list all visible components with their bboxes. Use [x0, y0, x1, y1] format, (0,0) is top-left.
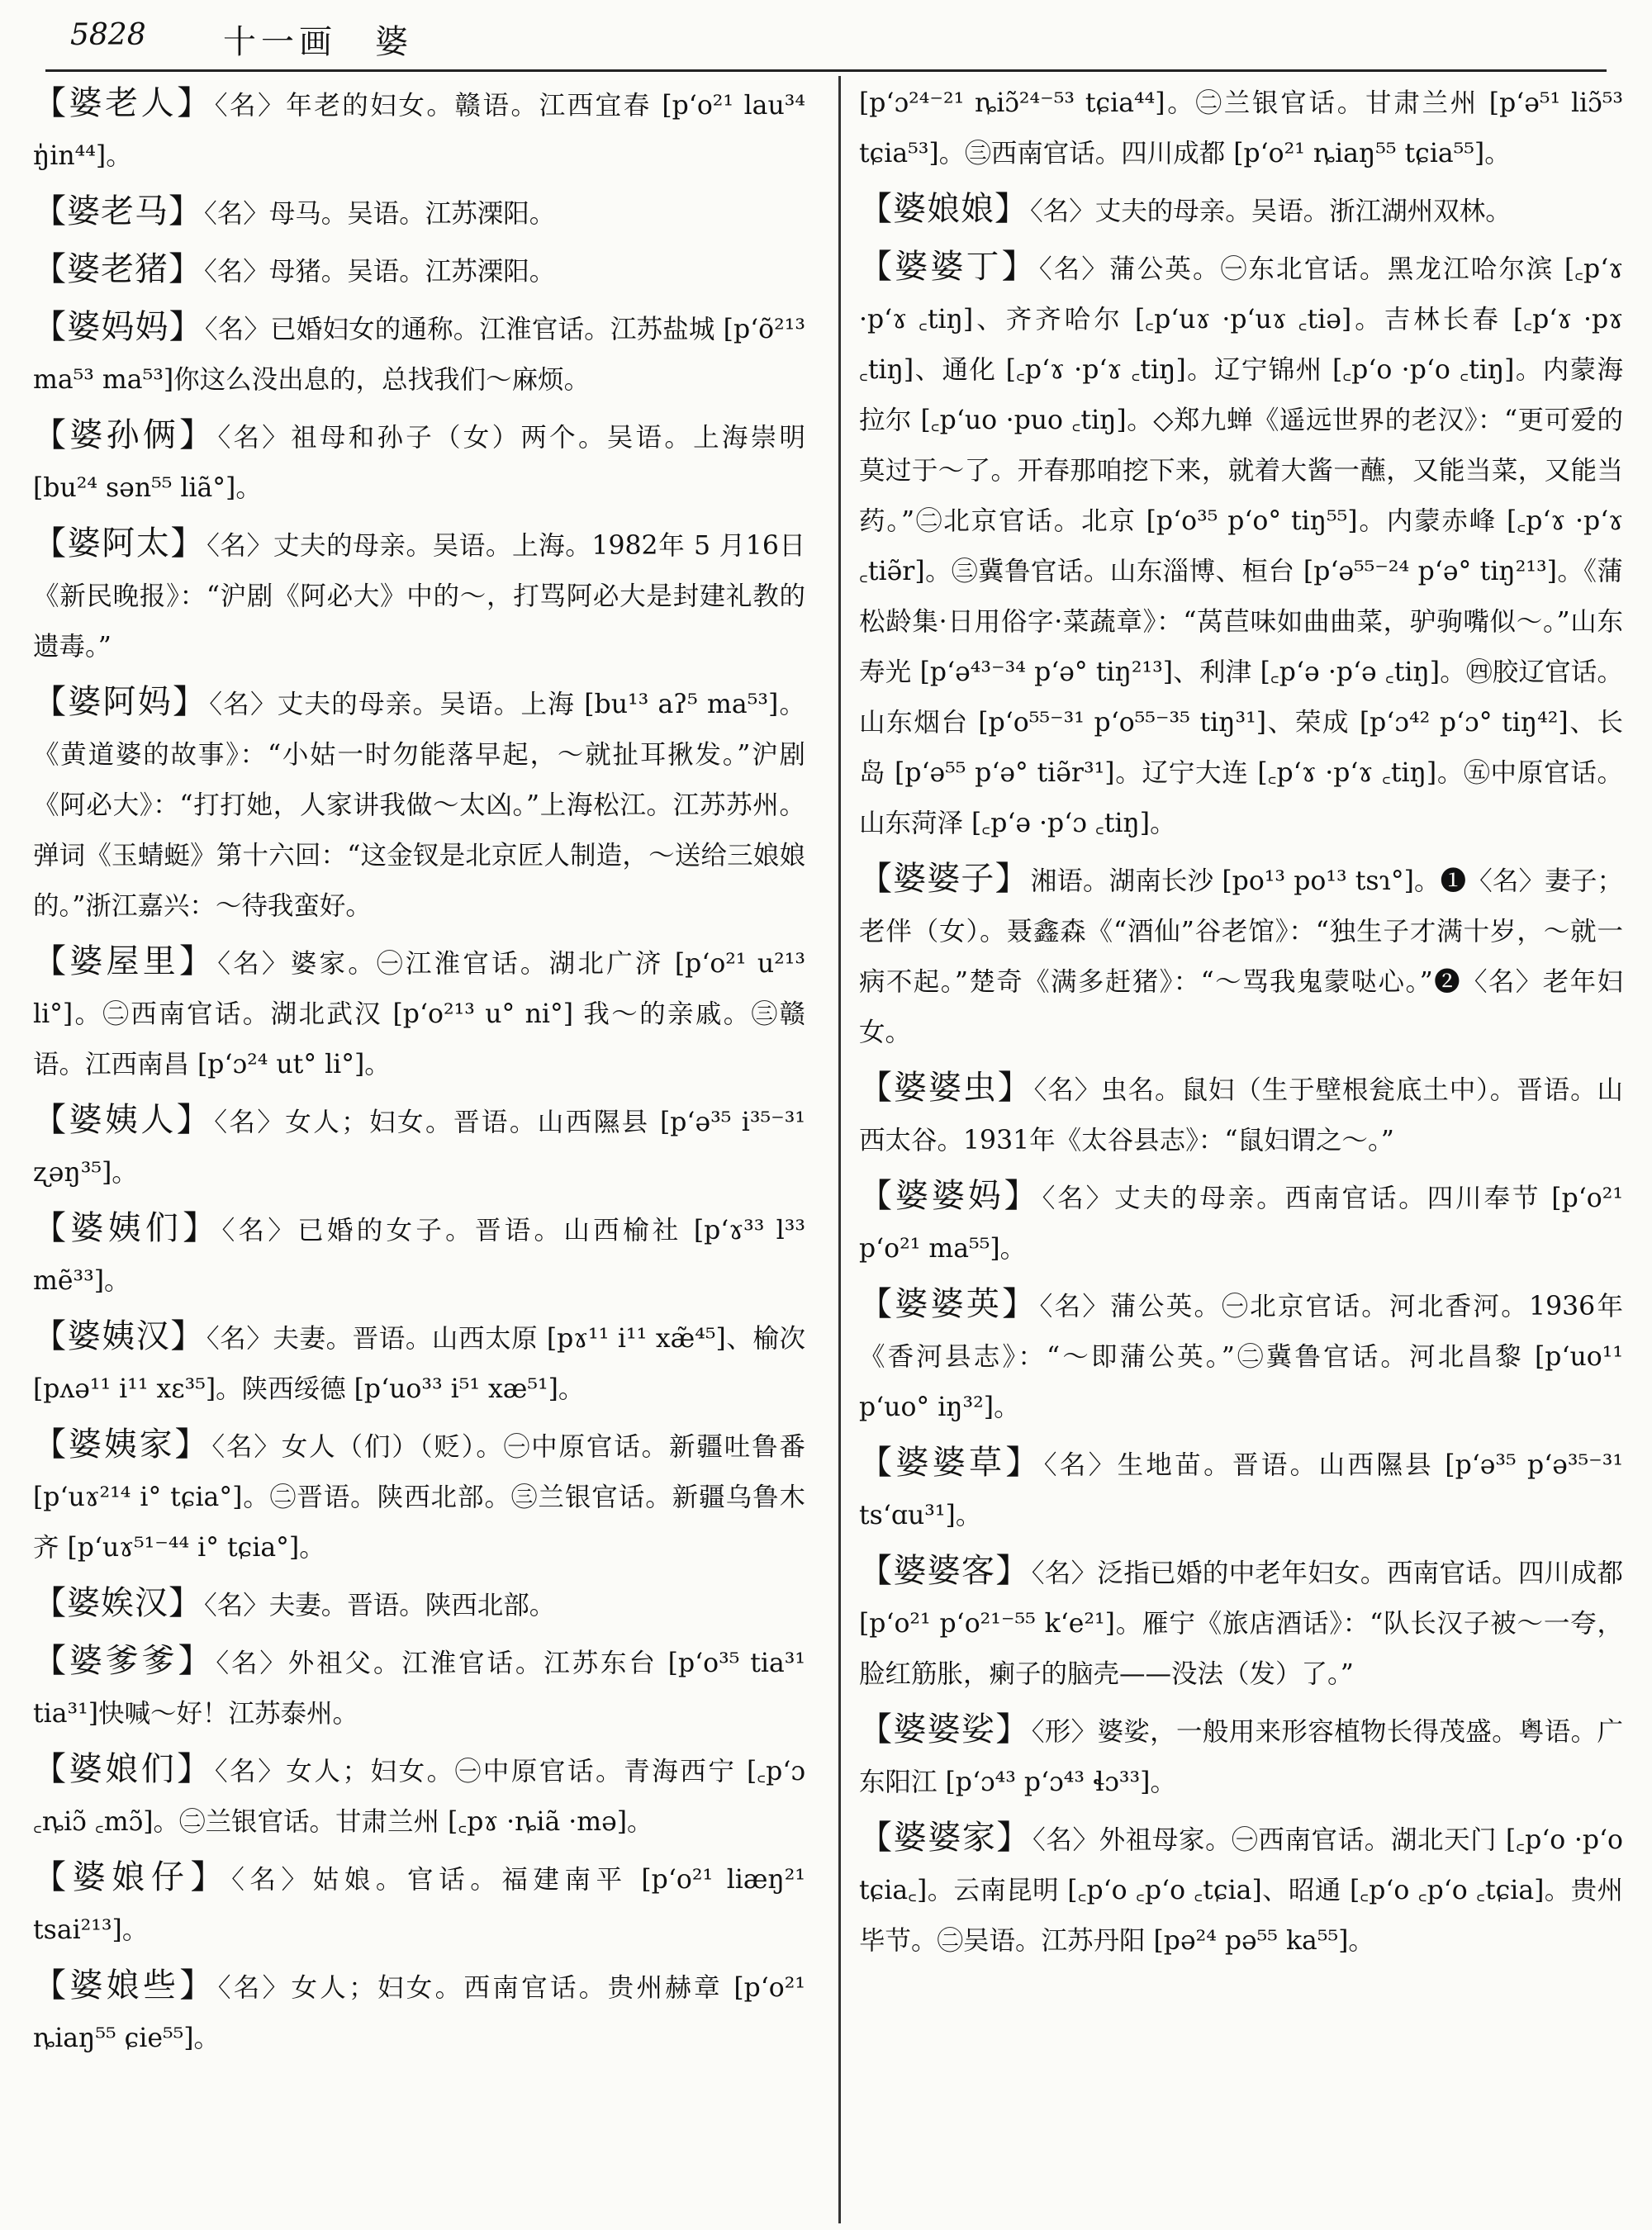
entry-definition: 〈名〉女人（们）（贬）。㊀中原官话。新疆吐鲁番 [p‘uɤ²¹⁴ i° tɕia°]。㊁晋语。陕西北部。㊂兰银官话。新疆乌鲁木齐 [p‘uɤ⁵¹⁻⁴⁴ i° tɕia°]。	[33, 1432, 805, 1563]
entry-headword: 【婆阿妈】	[33, 683, 208, 721]
entry-headword: 【婆娭汉】	[33, 1584, 202, 1622]
entry-definition: 〈名〉蒲公英。㊀北京官话。河北香河。1936年《香河县志》：“～即蒲公英。”㊁冀鲁官话。河北昌黎 [p‘uo¹¹ p‘uo° iŋ³²]。	[859, 1292, 1623, 1422]
entry-headword: 【婆姨家】	[33, 1426, 211, 1464]
entry-headword: 【婆老猪】	[33, 250, 202, 288]
dictionary-entry	[33, 1961, 805, 2064]
page-header	[45, 12, 1631, 61]
entry-definition: 〈名〉已婚的女子。晋语。山西榆社 [p‘ɤ³³ l³³ mẽ³³]。	[33, 1216, 805, 1296]
entry-headword: 【婆娘们】	[33, 1750, 213, 1788]
dictionary-entry	[859, 1171, 1623, 1274]
entry-headword: 【婆老马】	[33, 192, 202, 230]
dictionary-entry	[33, 187, 805, 240]
entry-headword: 【婆姨人】	[33, 1101, 213, 1139]
entry-definition: 〈名〉女人；妇女。晋语。山西隰县 [p‘ə³⁵ i³⁵⁻³¹ ʐəŋ³⁵]。	[33, 1108, 805, 1188]
entry-headword: 【婆婆英】	[859, 1285, 1038, 1323]
dictionary-entry	[859, 242, 1623, 849]
entry-definition: 〈名〉丈夫的母亲。吴语。上海 [bu¹³ aʔ⁵ ma⁵³]。《黄道婆的故事》：“小姑一时勿能落早起，～就扯耳揪发。”沪剧《阿必大》：“打打她，人家讲我做～太凶。”上海松江。江苏苏州。弹词《玉蜻蜓》第十六回：“这金钗是北京匠人制造，～送给三娘娘的。”浙江嘉兴：～待我蛮好。	[33, 690, 805, 921]
column-divider	[838, 76, 841, 2223]
entry-definition: 〈名〉蒲公英。㊀东北官话。黑龙江哈尔滨 [꜀p‘ɤ ·p‘ɤ ꜀tiŋ]、齐齐哈尔 [꜀p‘uɤ ·p‘uɤ ꜀tiə]。吉林长春 [꜀p‘ɤ ·pɤ ꜀tiŋ]、通化 [꜀p‘ɤ ·p‘ɤ ꜀tiŋ]。辽宁锦州 [꜀p‘o ·p‘o ꜀tiŋ]。内蒙海拉尔 [꜀p‘uo ·puo ꜀tiŋ]。◇郑九蝉《遥远世界的老汉》：“更可爱的莫过于～了。开春那咱挖下来，就着大酱一蘸，又能当菜，又能当药。”㊁北京官话。北京 [p‘o³⁵ p‘o° tiŋ⁵⁵]。内蒙赤峰 [꜀p‘ɤ ·p‘ɤ ꜀tiə̃r]。㊂冀鲁官话。山东淄博、桓台 [p‘ə⁵⁵⁻²⁴ p‘ə° tiŋ²¹³]。《蒲松龄集·日用俗字·菜蔬章》：“莴苣味如曲曲菜，驴驹嘴似～。”山东寿光 [p‘ə⁴³⁻³⁴ p‘ə° tiŋ²¹³]、利津 [꜀p‘ə ·p‘ə ꜀tiŋ]。㊃胶辽官话。山东烟台 [p‘o⁵⁵⁻³¹ p‘o⁵⁵⁻³⁵ tiŋ³¹]、荣成 [p‘ɔ⁴² p‘ɔ° tiŋ⁴²]、长岛 [p‘ə⁵⁵ p‘ə° tiə̃r³¹]。辽宁大连 [꜀p‘ɤ ·p‘ɤ ꜀tiŋ]。㊄中原官话。山东菏泽 [꜀p‘ə ·p‘ɔ ꜀tiŋ]。	[859, 254, 1623, 838]
dictionary-entry	[859, 1813, 1623, 1967]
entry-definition: 〈名〉夫妻。晋语。山西太原 [pɤ¹¹ i¹¹ xæ̃⁴⁵]、榆次 [pʌə¹¹ i¹¹ xɛ³⁵]。陕西绥德 [p‘uo³³ i⁵¹ xæ⁵¹]。	[33, 1324, 805, 1404]
entry-headword: 【婆妈妈】	[33, 308, 203, 346]
dictionary-entry	[33, 937, 805, 1090]
entry-headword: 【婆婆虫】	[859, 1069, 1032, 1107]
entry-headword: 【婆屋里】	[33, 942, 216, 980]
entry-definition: 〈名〉丈夫的母亲。吴语。上海。1982年 5 月16日《新民晚报》：“沪剧《阿必大》中的～，打骂阿必大是封建礼教的遗毒。”	[33, 531, 805, 662]
dictionary-entry	[33, 302, 805, 406]
entry-definition: 〈名〉女人；妇女。㊀中原官话。青海西宁 [꜀p‘ɔ ꜀ȵiɔ̃ ꜀mɔ̃]。㊁兰银官话。甘肃兰州 [꜀pɤ ·ȵiã ·mə]。	[33, 1757, 805, 1837]
entry-definition: 〈名〉母马。吴语。江苏溧阳。	[204, 199, 556, 229]
entry-definition: 〈名〉生地苗。晋语。山西隰县 [p‘ə³⁵ p‘ə³⁵⁻³¹ ts‘ɑu³¹]。	[859, 1450, 1623, 1530]
dictionary-entry	[859, 1705, 1623, 1808]
entry-headword: 【婆婆草】	[859, 1444, 1042, 1482]
entry-definition: 〈名〉丈夫的母亲。吴语。浙江湖州双林。	[1030, 197, 1512, 226]
entry-headword: 【婆姨汉】	[33, 1317, 205, 1355]
entry-definition: 〈形〉婆娑，一般用来形容植物长得茂盛。粤语。广东阳江 [p‘ɔ⁴³ p‘ɔ⁴³ ɬɔ³³]。	[859, 1717, 1623, 1797]
dictionary-entry	[33, 1853, 805, 1956]
dictionary-entry	[33, 244, 805, 297]
dictionary-entry	[33, 677, 805, 932]
entry-headword: 【婆婆子】	[859, 860, 1029, 898]
dictionary-entry	[859, 1546, 1623, 1700]
dictionary-entry	[33, 1095, 805, 1198]
entry-definition: 〈名〉夫妻。晋语。陕西北部。	[204, 1591, 556, 1620]
entry-definition: 〈名〉外祖父。江淮官话。江苏东台 [p‘o³⁵ tia³¹ tia³¹]快喊～好！江苏泰州。	[33, 1649, 805, 1729]
entry-headword: 【婆婆客】	[859, 1552, 1030, 1590]
entry-headword: 【婆阿太】	[33, 524, 206, 562]
dictionary-entry	[33, 1420, 805, 1573]
header-rule	[45, 69, 1607, 72]
dictionary-entry	[33, 1203, 805, 1307]
entry-headword: 【婆婆家】	[859, 1819, 1032, 1857]
entry-headword: 【婆爹爹】	[33, 1642, 215, 1680]
entry-definition: 〈名〉年老的妇女。赣语。江西宜春 [p‘o²¹ lau³⁴ ŋ̍in⁴⁴]。	[33, 91, 805, 171]
dictionary-entry	[33, 410, 805, 514]
entry-headword: 【婆孙俩】	[33, 416, 216, 454]
entry-definition: 〈名〉母猪。吴语。江苏溧阳。	[204, 257, 556, 287]
dictionary-entry	[859, 854, 1623, 1058]
entry-headword: 【婆姨们】	[33, 1209, 221, 1247]
dictionary-entry	[859, 184, 1623, 237]
entry-headword: 【婆娘仔】	[33, 1858, 230, 1896]
entry-headword: 【婆婆娑】	[859, 1710, 1030, 1748]
entry-headword: 【婆娘娘】	[859, 190, 1028, 228]
dictionary-entry	[859, 1063, 1623, 1166]
entry-definition: 〈名〉姑娘。官话。福建南平 [p‘o²¹ liæŋ²¹ tsai²¹³]。	[33, 1865, 805, 1945]
entry-headword: 【婆老人】	[33, 84, 213, 122]
entry-definition: 湘语。湖南长沙 [po¹³ po¹³ tsɿ°]。❶〈名〉妻子；老伴（女）。聂鑫森《“酒仙”谷老馆》：“独生子才满十岁，～就一病不起。”楚奇《满多赶猪》：“～骂我鬼蒙哒心。”❷〈名〉老年妇女。	[859, 866, 1623, 1047]
entry-definition: 〈名〉祖母和孙子（女）两个。吴语。上海崇明 [bu²⁴ sən⁵⁵ liã°]。	[33, 423, 805, 503]
entry-definition: 〈名〉外祖母家。㊀西南官话。湖北天门 [꜀p‘o ·p‘o tɕia꜀]。云南昆明 [꜀p‘o ꜀p‘o ꜀tɕia]、昭通 [꜀p‘o ꜀p‘o ꜀tɕia]。贵州毕节。㊁吴语。江苏丹阳 [pə²⁴ pə⁵⁵ ka⁵⁵]。	[859, 1825, 1623, 1956]
dictionary-entry	[33, 1744, 805, 1848]
entry-definition: 〈名〉婆家。㊀江淮官话。湖北广济 [p‘o²¹ u²¹³ li°]。㊁西南官话。湖北武汉 [p‘o²¹³ u° ni°] 我～的亲戚。㊂赣语。江西南昌 [p‘ɔ²⁴ ut° li°]。	[33, 949, 805, 1079]
dictionary-entry	[33, 1578, 805, 1631]
left-column	[33, 78, 805, 2226]
dictionary-entry	[33, 1636, 805, 1739]
dictionary-entry	[33, 1312, 805, 1415]
dictionary-entry	[859, 1438, 1623, 1541]
entry-definition: 〈名〉丈夫的母亲。西南官话。四川奉节 [p‘o²¹ p‘o²¹ ma⁵⁵]。	[859, 1184, 1623, 1264]
dictionary-entry	[859, 1279, 1623, 1433]
entry-definition: 〈名〉虫名。鼠妇（生于壁根瓮底土中）。晋语。山西太谷。1931年《太谷县志》：“鼠妇谓之～。”	[859, 1075, 1623, 1155]
page-number: 5828	[70, 18, 146, 52]
entry-headword: 【婆婆丁】	[859, 248, 1037, 286]
dictionary-entry	[33, 78, 805, 182]
entry-continuation: [p‘ɔ²⁴⁻²¹ ȵiɔ̃²⁴⁻⁵³ tɕia⁴⁴]。㊁兰银官话。甘肃兰州 [p‘ə⁵¹ liɔ̃⁵³ tɕia⁵³]。㊂西南官话。四川成都 [p‘o²¹ ȵiaŋ⁵⁵ tɕia⁵⁵]。	[859, 88, 1623, 168]
right-column	[859, 78, 1623, 2226]
entry-headword: 【婆娘些】	[33, 1967, 216, 2005]
dictionary-entry	[33, 519, 805, 672]
entry-headword: 【婆婆妈】	[859, 1177, 1041, 1215]
running-head: 十一画 婆	[223, 23, 413, 61]
entry-definition: 〈名〉已婚妇女的通称。江淮官话。江苏盐城 [p‘õ²¹³ ma⁵³ ma⁵³]你这么没出息的，总找我们～麻烦。	[33, 315, 805, 395]
entry-definition: 〈名〉女人；妇女。西南官话。贵州赫章 [p‘o²¹ ȵiaŋ⁵⁵ ɕie⁵⁵]。	[33, 1973, 805, 2053]
entry-definition: 〈名〉泛指已婚的中老年妇女。西南官话。四川成都 [p‘o²¹ p‘o²¹⁻⁵⁵ k‘e²¹]。雁宁《旅店酒话》：“队长汉子被～一夸，脸红筋胀，瘌子的脑壳——没法（发）了。”	[859, 1559, 1623, 1689]
